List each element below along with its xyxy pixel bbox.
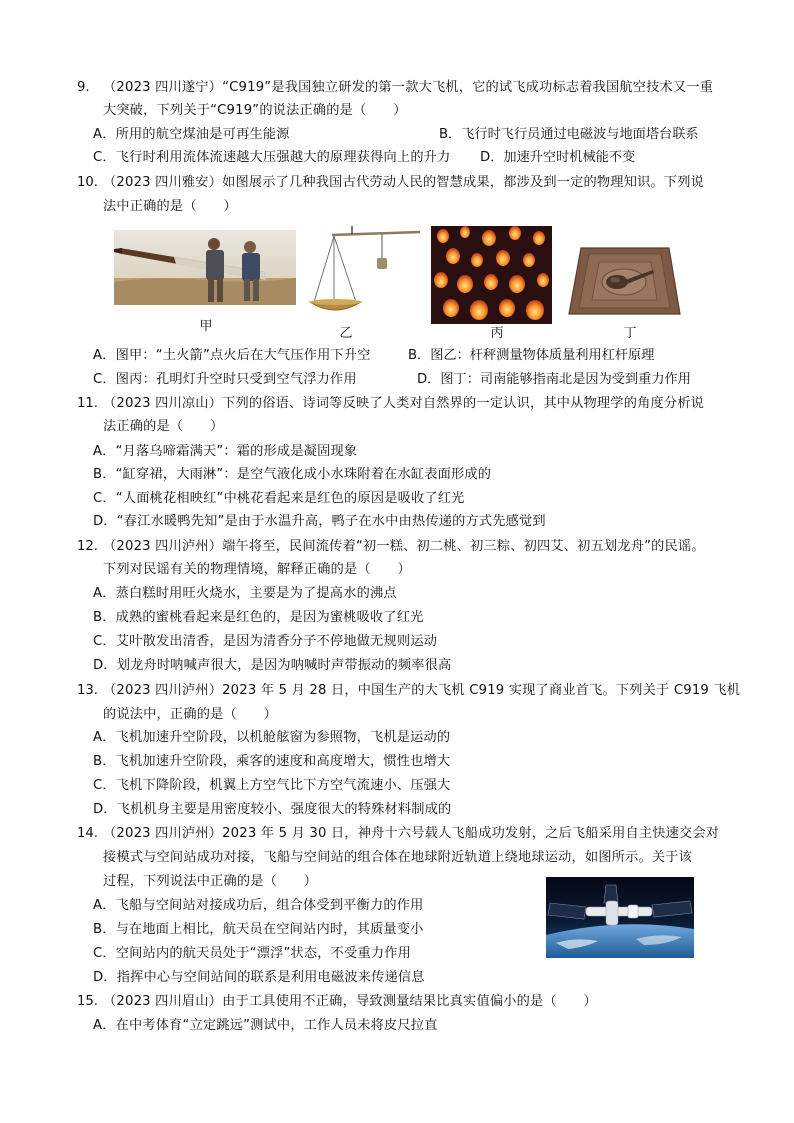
question-12-option-a: A．蒸白糕时用旺火烧水，主要是为了提高水的沸点: [93, 586, 397, 601]
figure-space-station-over-earth: [546, 877, 694, 958]
figure-caption-bing: 丙: [490, 326, 504, 341]
question-12-option-b: B．成熟的蜜桃看起来是红色的，是因为蜜桃吸收了红光: [93, 610, 424, 625]
question-9-option-d: D．加速升空时机械能不变: [480, 150, 636, 165]
question-10-option-a: A．图甲：“土火箭”点火后在大气压作用下升空: [93, 348, 371, 363]
question-11-option-d: D．“春江水暖鸭先知”是由于水温升高，鸭子在水中由热传递的方式先感觉到: [93, 514, 546, 529]
question-9-number: 9.: [77, 80, 90, 95]
question-13-option-c: C．飞机下降阶段，机翼上方空气比下方空气流速小、压强大: [93, 778, 451, 793]
question-12-stem-line-1: （2023 四川泸州）端午将至，民间流传着“初一糕、初二桃、初三粽、初四艾、初五划龙舟”的民谣。: [103, 539, 705, 554]
question-12-stem-line-2: 下列对民谣有关的物理情境，解释正确的是（ ）: [103, 562, 411, 577]
question-13-stem-line-2: 的说法中，正确的是（ ）: [103, 707, 278, 722]
question-13-number: 13.: [77, 683, 98, 698]
figure-bing-kongming-lanterns: [431, 226, 552, 324]
figure-ding-sinan-compass: [567, 244, 682, 319]
question-11-stem-line-2: 法正确的是（ ）: [103, 419, 224, 434]
question-14-stem-line-2: 接模式与空间站成功对接，飞船与空间站的组合体在地球附近轨道上绕地球运动，如图所示。关于该: [103, 850, 693, 865]
question-11-option-b: B．“缸穿裙，大雨淋”：是空气液化成小水珠附着在水缸表面形成的: [93, 467, 492, 482]
question-14-number: 14.: [77, 826, 98, 841]
question-9-option-c: C．飞行时利用流体流速越大压强越大的原理获得向上的升力: [93, 150, 451, 165]
question-9-stem-line-1: （2023 四川遂宁）“C919”是我国独立研发的第一款大飞机，它的试飞成功标志着我国航空技术又一重: [103, 80, 714, 95]
question-13-option-b: B．飞机加速升空阶段，乘客的速度和高度增大，惯性也增大: [93, 754, 451, 769]
figure-caption-ding: 丁: [623, 326, 637, 341]
question-11-stem-line-1: （2023 四川凉山）下列的俗语、诗词等反映了人类对自然界的一定认识，其中从物理学的角度分析说: [103, 396, 705, 411]
question-15-stem-line-1: （2023 四川眉山）由于工具使用不正确，导致测量结果比真实值偏小的是（ ）: [103, 994, 597, 1009]
figure-caption-yi: 乙: [339, 326, 353, 341]
figure-caption-jia: 甲: [199, 319, 213, 334]
question-14-stem-line-3: 过程，下列说法中正确的是（ ）: [103, 874, 318, 889]
question-13-stem-line-1: （2023 四川泸州）2023 年 5 月 28 日，中国生产的大飞机 C919 实现了商业首飞。下列关于 C919 飞机: [103, 683, 741, 698]
question-11-option-c: C．“人面桃花相映红”中桃花看起来是红色的原因是吸收了红光: [93, 491, 465, 506]
question-13-option-a: A．飞机加速升空阶段，以机舱舷窗为参照物，飞机是运动的: [93, 730, 451, 745]
question-15-number: 15.: [77, 994, 98, 1009]
question-10-number: 10.: [77, 175, 98, 190]
question-10-option-b: B．图乙：杆秤测量物体质量利用杠杆原理: [408, 348, 655, 363]
question-14-stem-line-1: （2023 四川泸州）2023 年 5 月 30 日，神舟十六号载人飞船成功发射，之后飞船采用自主快速交会对: [103, 826, 720, 841]
question-9-option-b: B．飞行时飞行员通过电磁波与地面塔台联系: [439, 127, 699, 142]
question-13-option-d: D．飞机机身主要是用密度较小、强度很大的特殊材料制成的: [93, 802, 452, 817]
question-15-option-a: A．在中考体育“立定跳远”测试中，工作人员未将皮尺拉直: [93, 1018, 438, 1033]
question-10-option-c: C．图丙：孔明灯升空时只受到空气浮力作用: [93, 372, 357, 387]
question-10-option-d: D．图丁：司南能够指南北是因为受到重力作用: [417, 372, 691, 387]
figure-yi-steelyard-scale: [308, 226, 423, 322]
question-14-option-c: C．空间站内的航天员处于“漂浮”状态，不受重力作用: [93, 946, 411, 961]
question-12-option-d: D．划龙舟时呐喊声很大，是因为呐喊时声带振动的频率很高: [93, 658, 452, 673]
question-9-option-a: A．所用的航空煤油是可再生能源: [93, 127, 290, 142]
question-10-stem-line-2: 法中正确的是（ ）: [103, 199, 237, 214]
question-12-option-c: C．艾叶散发出清香，是因为清香分子不停地做无规则运动: [93, 634, 438, 649]
question-11-option-a: A．“月落乌啼霜满天”：霜的形成是凝固现象: [93, 444, 358, 459]
question-14-option-d: D．指挥中心与空间站间的联系是利用电磁波来传递信息: [93, 970, 425, 985]
question-11-number: 11.: [77, 396, 98, 411]
question-9-stem-line-2: 大突破，下列关于“C919”的说法正确的是（ ）: [103, 103, 407, 118]
question-14-option-b: B．与在地面上相比，航天员在空间站内时，其质量变小: [93, 922, 424, 937]
question-12-number: 12.: [77, 539, 98, 554]
figure-jia-earth-rocket-photo: [114, 230, 296, 305]
question-10-stem-line-1: （2023 四川雅安）如图展示了几种我国古代劳动人民的智慧成果，都涉及到一定的物理知识。下列说: [103, 175, 705, 190]
question-14-option-a: A．飞船与空间站对接成功后，组合体受到平衡力的作用: [93, 898, 424, 913]
